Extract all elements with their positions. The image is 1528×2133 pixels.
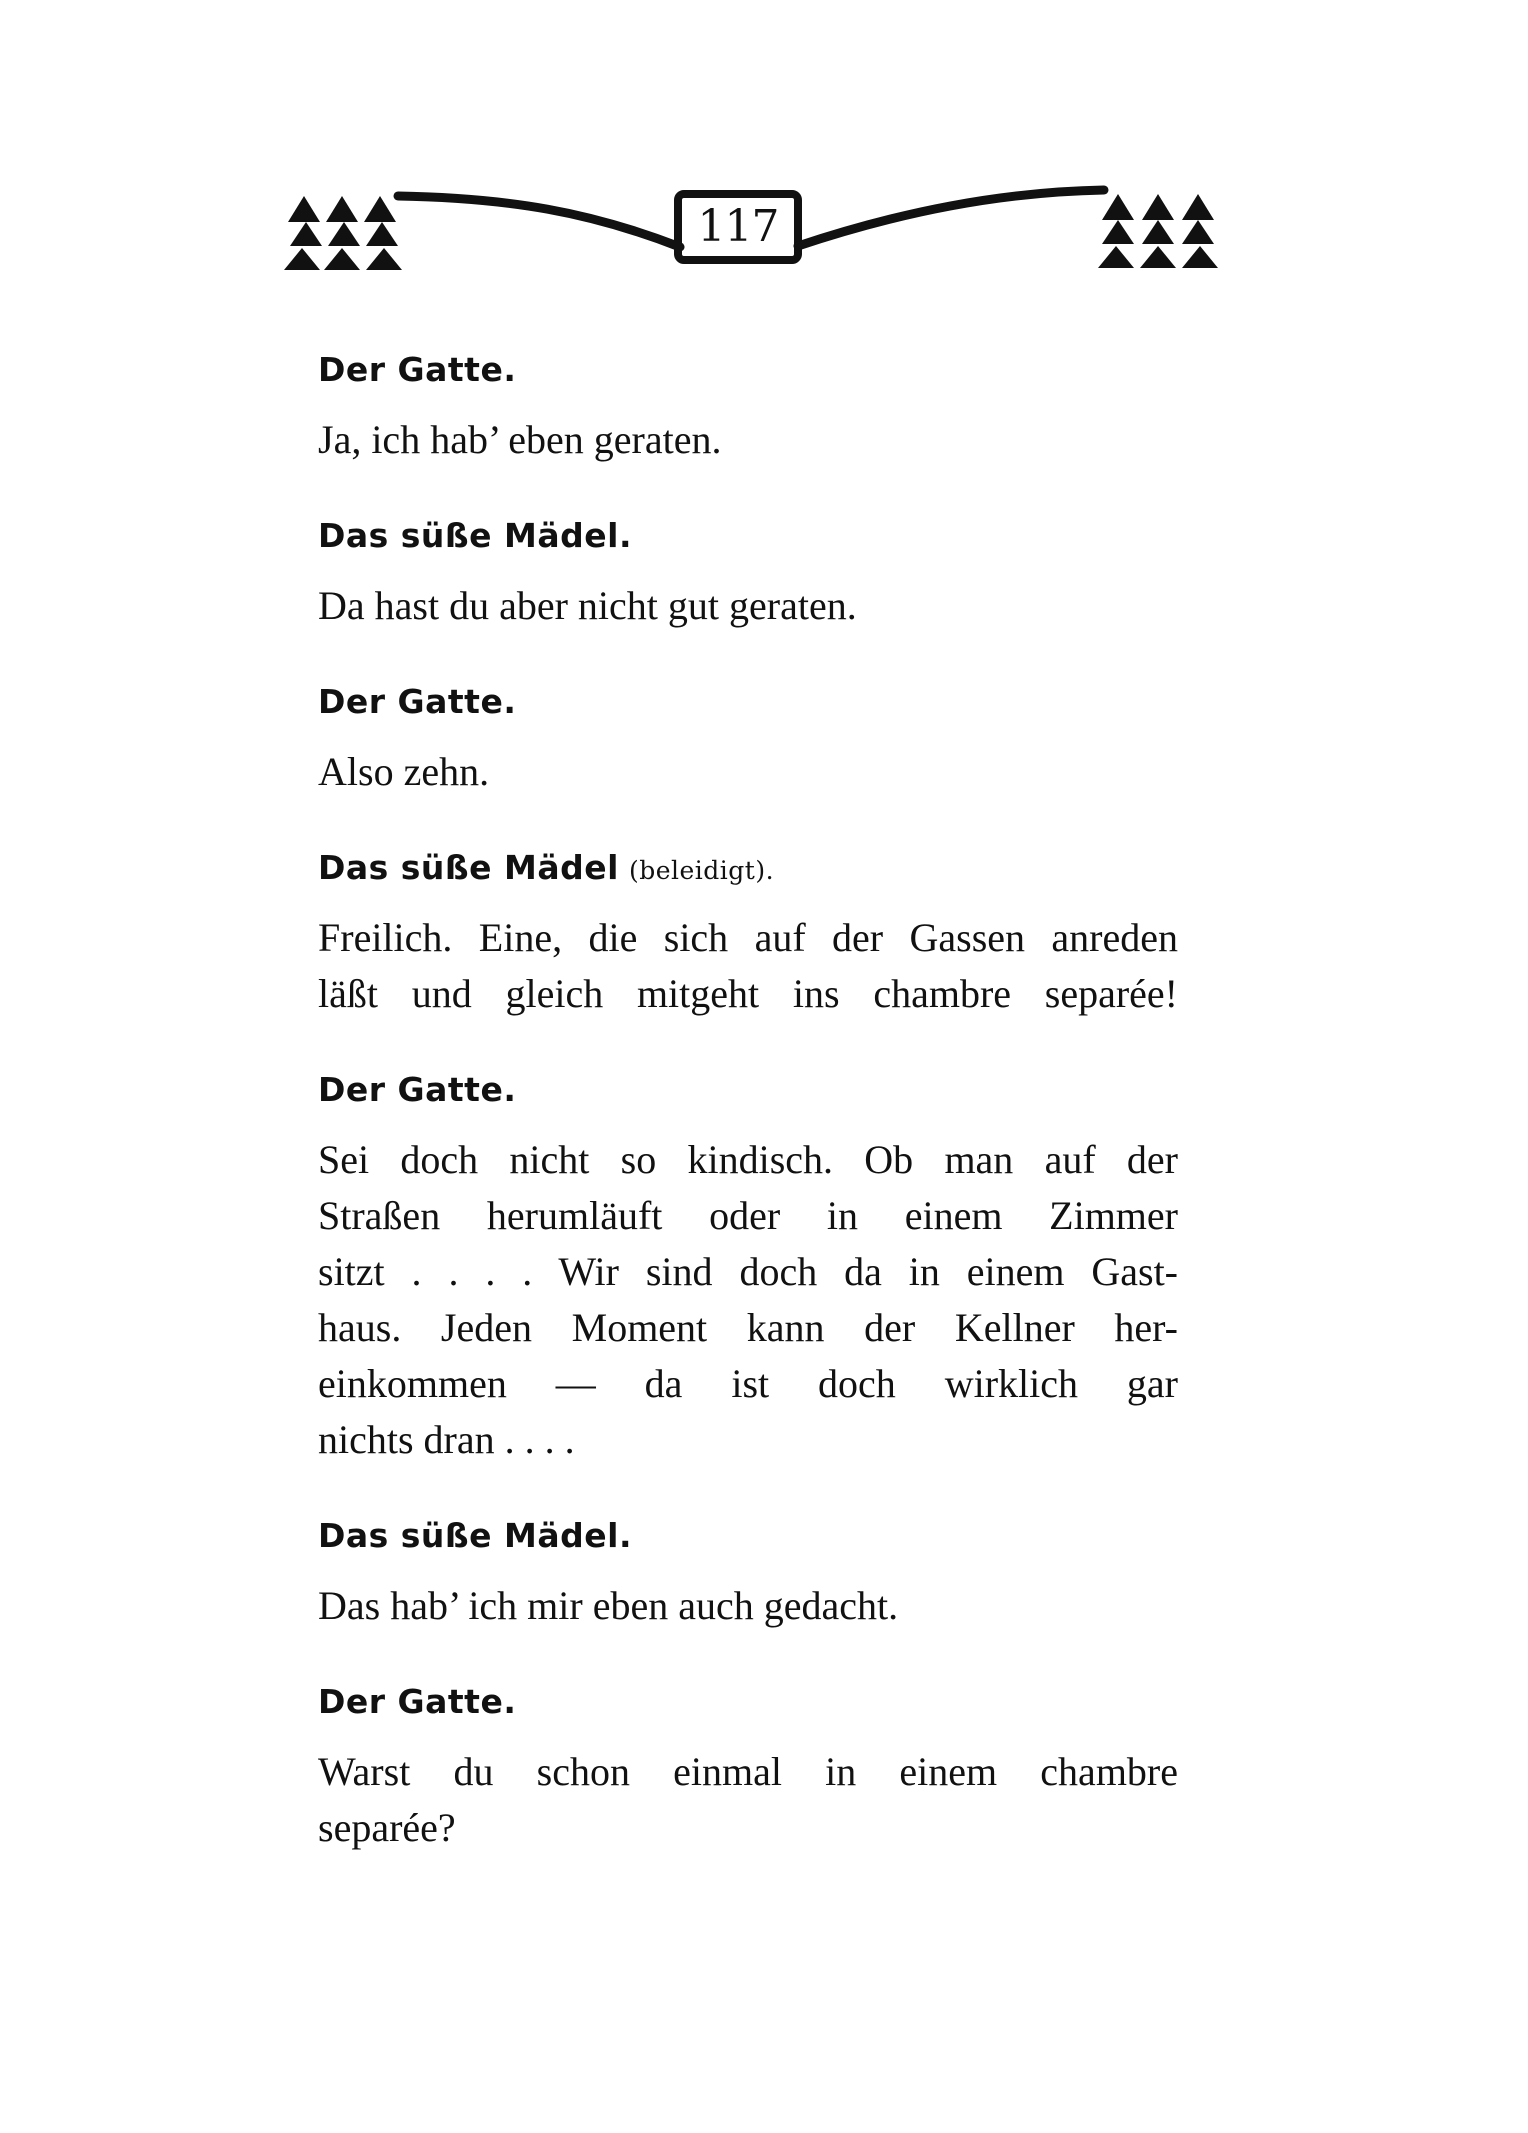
dialogue-line: Da hast du aber nicht gut geraten. (318, 583, 857, 628)
dialogue-line: Ja, ich hab’ eben geraten. (318, 417, 722, 462)
stage-direction: (beleidigt). (628, 856, 775, 885)
speaker-name: Der Gatte. (318, 682, 517, 721)
speaker-name-text: Das süße Mädel (318, 848, 619, 887)
triangle-cluster-icon (284, 196, 402, 270)
dialogue-line: Straßen herumläuft oder in einem Zimmer (318, 1193, 1178, 1238)
dialogue-entry (318, 1514, 1178, 1634)
page-header-ornament (280, 172, 1230, 292)
dialogue-line: Freilich. Eine, die sich auf der Gassen anreden (318, 915, 1178, 960)
dialogue-line: läßt und gleich mitgeht ins chambre separée! (318, 971, 1178, 1016)
speaker-name: Der Gatte. (318, 1682, 517, 1721)
dialogue-entry (318, 846, 1178, 1022)
dialogue-line: separée? (318, 1805, 456, 1850)
speaker-name: Der Gatte. (318, 1070, 517, 1109)
dialogue-line: Das hab’ ich mir eben auch gedacht. (318, 1583, 899, 1628)
speaker-name: Das süße Mädel. (318, 1516, 632, 1555)
speaker-name (318, 846, 1178, 890)
dialogue-text (318, 348, 1178, 1894)
dialogue-entry (318, 348, 1178, 468)
triangle-cluster-icon (1098, 194, 1218, 268)
dialogue-line: Sei doch nicht so kindisch. Ob man auf der (318, 1137, 1178, 1182)
dialogue-entry (318, 680, 1178, 800)
dialogue-line: haus. Jeden Moment kann der Kellner her- (318, 1305, 1178, 1350)
dialogue-line: einkommen — da ist doch wirklich gar (318, 1361, 1178, 1406)
dialogue-line: Warst du schon einmal in einem chambre (318, 1749, 1178, 1794)
dialogue-entry (318, 514, 1178, 634)
page-number: 117 (697, 201, 779, 252)
dialogue-entry (318, 1680, 1178, 1856)
dialogue-entry (318, 1068, 1178, 1468)
speaker-name: Der Gatte. (318, 350, 517, 389)
dialogue-line: nichts dran . . . . (318, 1417, 575, 1462)
dialogue-line: sitzt . . . . Wir sind doch da in einem Gast- (318, 1249, 1178, 1294)
dialogue-line: Also zehn. (318, 749, 490, 794)
speaker-name: Das süße Mädel. (318, 516, 632, 555)
